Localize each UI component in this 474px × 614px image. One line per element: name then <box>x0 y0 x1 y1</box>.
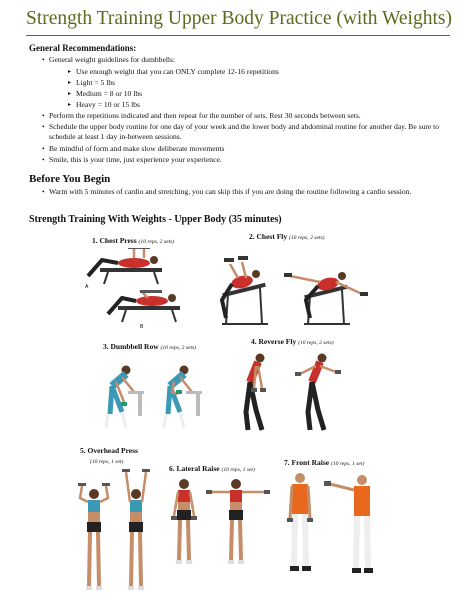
reverse-fly-position-a <box>246 354 266 431</box>
recommendations-heading: General Recommendations: <box>29 43 137 53</box>
rec-bullet-3: • Be mindful of form and make slow deliberate movements <box>49 144 224 154</box>
exercise-caption-5 <box>80 446 138 467</box>
exercise-name-6: 6. Lateral Raise <box>169 464 220 473</box>
before-heading: Before You Begin <box>29 173 111 185</box>
chest-fly-image <box>212 244 372 330</box>
exercise-caption-6 <box>169 464 255 473</box>
dumbbell-row-image <box>98 352 210 438</box>
exercise-reps-3: (10 reps, 2 sets) <box>160 345 197 351</box>
exercise-reps-5: (10 reps, 1 set) <box>90 459 124 465</box>
exercise-name-2: 2. Chest Fly <box>249 232 288 241</box>
exercise-name-5: 5. Overhead Press <box>80 446 138 455</box>
guidelines-bullet: • General weight guidelines for dumbbells: <box>49 55 175 65</box>
exercise-name-4: 4. Reverse Fly <box>251 337 297 346</box>
chest-fly-position-b <box>284 272 368 324</box>
front-raise-image <box>282 468 386 586</box>
exercise-reps-6: (10 reps, 1 set) <box>221 467 255 473</box>
exercise-name-1: 1. Chest Press <box>92 236 137 245</box>
exercise-caption-2 <box>249 232 325 241</box>
rec-bullet-1: • Perform the repetitions indicated and then repeat for the number of sets. Rest 30 seconds between sets. <box>49 111 361 121</box>
chest-press-position-a <box>88 248 162 284</box>
dumbbell-row-position-a <box>106 366 144 429</box>
overhead-press-position-b <box>122 469 150 590</box>
title-rule <box>26 35 450 36</box>
exercise-reps-7: (10 reps, 1 set) <box>330 461 365 467</box>
lateral-raise-image <box>166 476 274 572</box>
exercise-name-3: 3. Dumbbell Row <box>103 342 159 351</box>
figure-label-a: A <box>85 284 89 290</box>
workout-heading: Strength Training With Weights - Upper Body (35 minutes) <box>29 214 282 225</box>
figure-label-b: B <box>140 324 144 330</box>
guideline-sub-3: ▸ Medium = 8 or 10 lbs <box>76 89 142 99</box>
chest-press-position-b <box>108 290 180 322</box>
guideline-sub-1: ▸ Use enough weight that you can ONLY complete 12-16 repetitions <box>76 67 279 77</box>
overhead-press-position-a <box>78 483 110 590</box>
reverse-fly-image <box>236 348 356 440</box>
chest-fly-position-a <box>222 256 268 324</box>
dumbbell-row-position-b <box>164 366 202 429</box>
rec-bullet-2: • Schedule the upper body routine for one day of your week and the lower body and abdominal routine for another day. Be sure to schedule at least 1 day in-between sessions. <box>49 122 444 143</box>
before-text: • Warm with 5 minutes of cardio and stretching, you can skip this if you are doing the routine following a cardio session. <box>49 187 444 197</box>
overhead-press-image <box>74 468 160 600</box>
exercise-reps-1: (10 reps, 2 sets) <box>138 239 175 245</box>
exercise-caption-3 <box>103 342 196 351</box>
lateral-raise-position-a <box>171 479 197 564</box>
exercise-reps-2: (10 reps, 2 sets) <box>289 235 325 241</box>
reverse-fly-position-b <box>295 354 341 431</box>
exercise-name-7: 7. Front Raise <box>284 458 330 467</box>
rec-bullet-4: • Smile, this is your time, just experience your experience. <box>49 155 222 165</box>
page-title: Strength Training Upper Body Practice (with Weights) <box>26 8 452 29</box>
guideline-sub-4: ▸ Heavy = 10 or 15 lbs <box>76 100 140 110</box>
exercise-caption-1 <box>92 236 174 245</box>
lateral-raise-position-b <box>206 479 270 564</box>
front-raise-position-b <box>324 475 373 573</box>
front-raise-position-a <box>287 473 313 571</box>
exercise-caption-4 <box>251 337 334 346</box>
guideline-sub-2: ▸ Light = 5 lbs <box>76 78 115 88</box>
chest-press-image <box>82 248 202 330</box>
exercise-caption-7 <box>284 458 364 467</box>
exercise-reps-4: (10 reps, 2 sets) <box>298 340 334 346</box>
